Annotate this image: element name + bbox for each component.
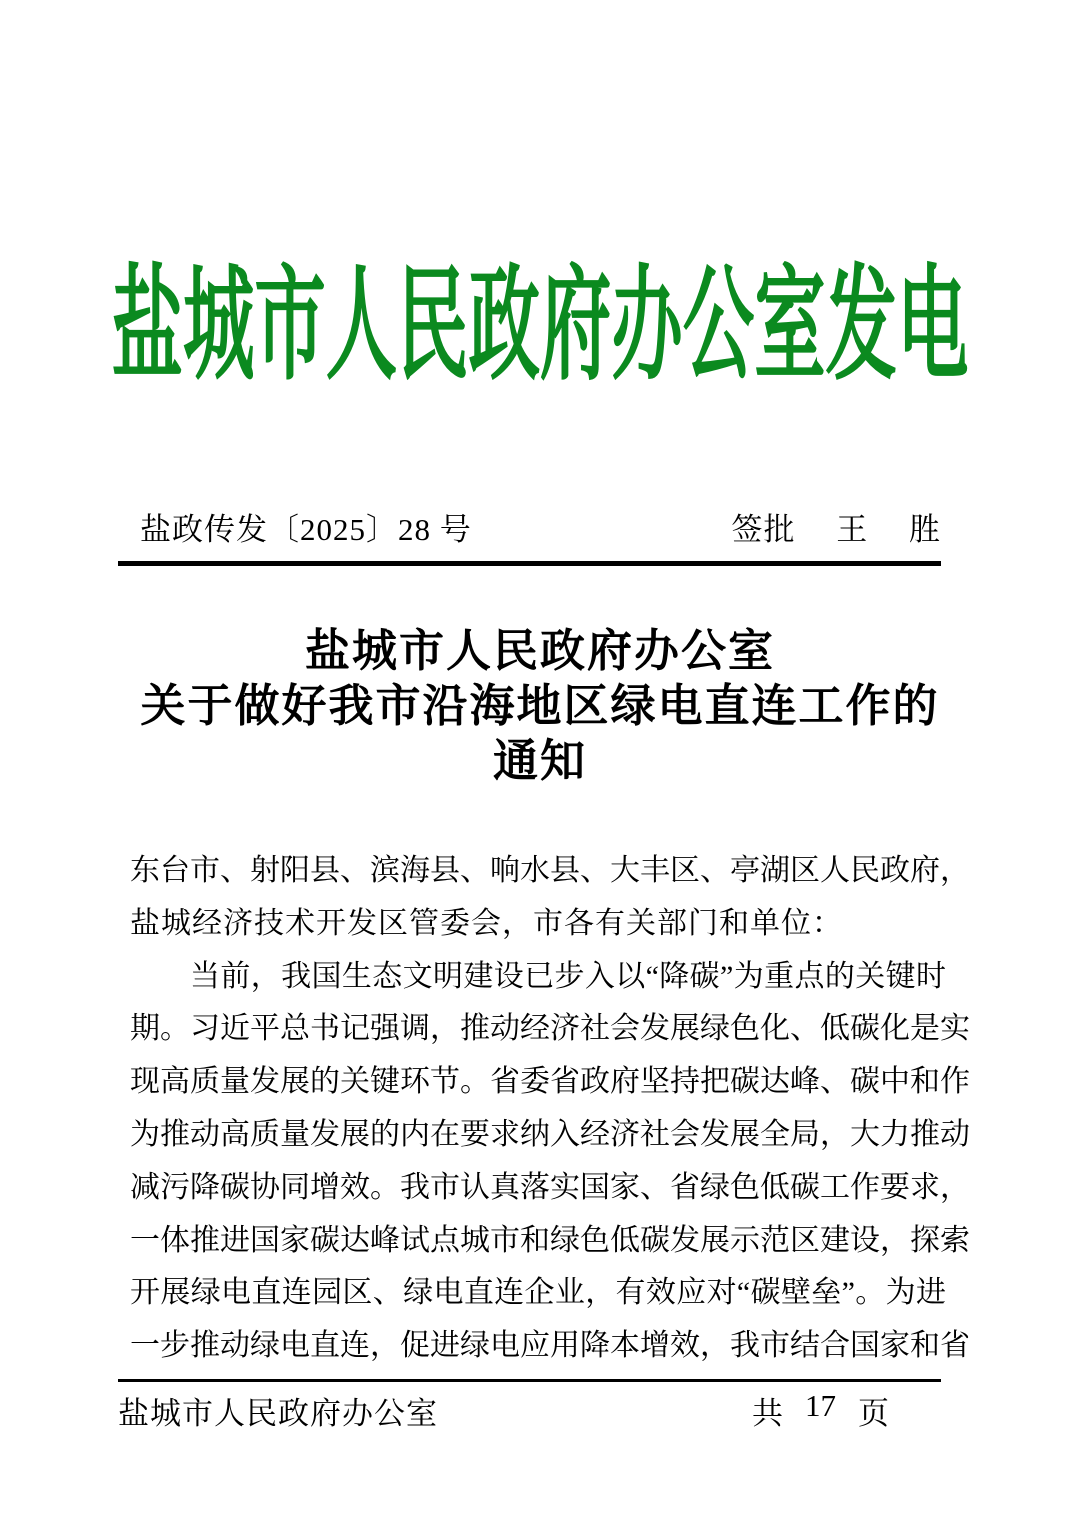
body-text-line: 东台市、射阳县、滨海县、响水县、大丰区、亭湖区人民政府， — [130, 854, 970, 887]
body-text-line: 当前，我国生态文明建设已步入以“降碳”为重点的关键时 — [190, 959, 946, 993]
footer-pages-prefix: 共 — [752, 1396, 783, 1431]
document-title-line: 盐城市人民政府办公室 — [304, 626, 775, 676]
document-number: 盐政传发〔2025〕28 号 — [140, 511, 472, 547]
footer-row — [118, 1388, 941, 1433]
footer-separator-rule — [118, 1379, 941, 1382]
body-text-line: 盐城经济技术开发区管委会，市各有关部门和单位： — [130, 906, 843, 940]
body-text-line: 现高质量发展的关键环节。省委省政府坚持把碳达峰、碳中和作 — [130, 1065, 970, 1099]
body-text-line: 开展绿电直连园区、绿电直连企业，有效应对“碳壁垒”。为进 — [130, 1276, 946, 1310]
footer-office-name: 盐城市人民政府办公室 — [118, 1396, 438, 1431]
document-title — [0, 624, 1080, 789]
body-text-line: 一体推进国家碳达峰试点城市和绿色低碳发展示范区建设，探索 — [130, 1223, 970, 1257]
document-title-line: 通知 — [492, 736, 587, 786]
body-text-line: 减污降碳协同增效。我市认真落实国家、省绿色低碳工作要求， — [130, 1170, 970, 1204]
body-text-line: 为推动高质量发展的内在要求纳入经济社会发展全局，大力推动 — [130, 1117, 970, 1151]
body-text-line: 期。习近平总书记强调，推动经济社会发展绿色化、低碳化是实 — [130, 1012, 970, 1046]
approval-signature: 签批 王 胜 — [731, 511, 941, 547]
document-title-line: 关于做好我市沿海地区绿电直连工作的 — [140, 681, 940, 731]
letterhead-banner — [0, 250, 1080, 400]
footer-page-count — [752, 1388, 889, 1433]
letterhead-text: 盐城市人民政府办公室发电 — [111, 255, 969, 395]
header-separator-rule — [118, 561, 941, 566]
footer-pages-suffix: 页 — [858, 1396, 889, 1431]
footer-pages-number: 17 — [805, 1388, 836, 1423]
document-info-row — [118, 503, 941, 549]
body-text-line: 一步推动绿电直连，促进绿电应用降本增效，我市结合国家和省 — [130, 1329, 970, 1363]
document-body — [130, 845, 970, 1373]
